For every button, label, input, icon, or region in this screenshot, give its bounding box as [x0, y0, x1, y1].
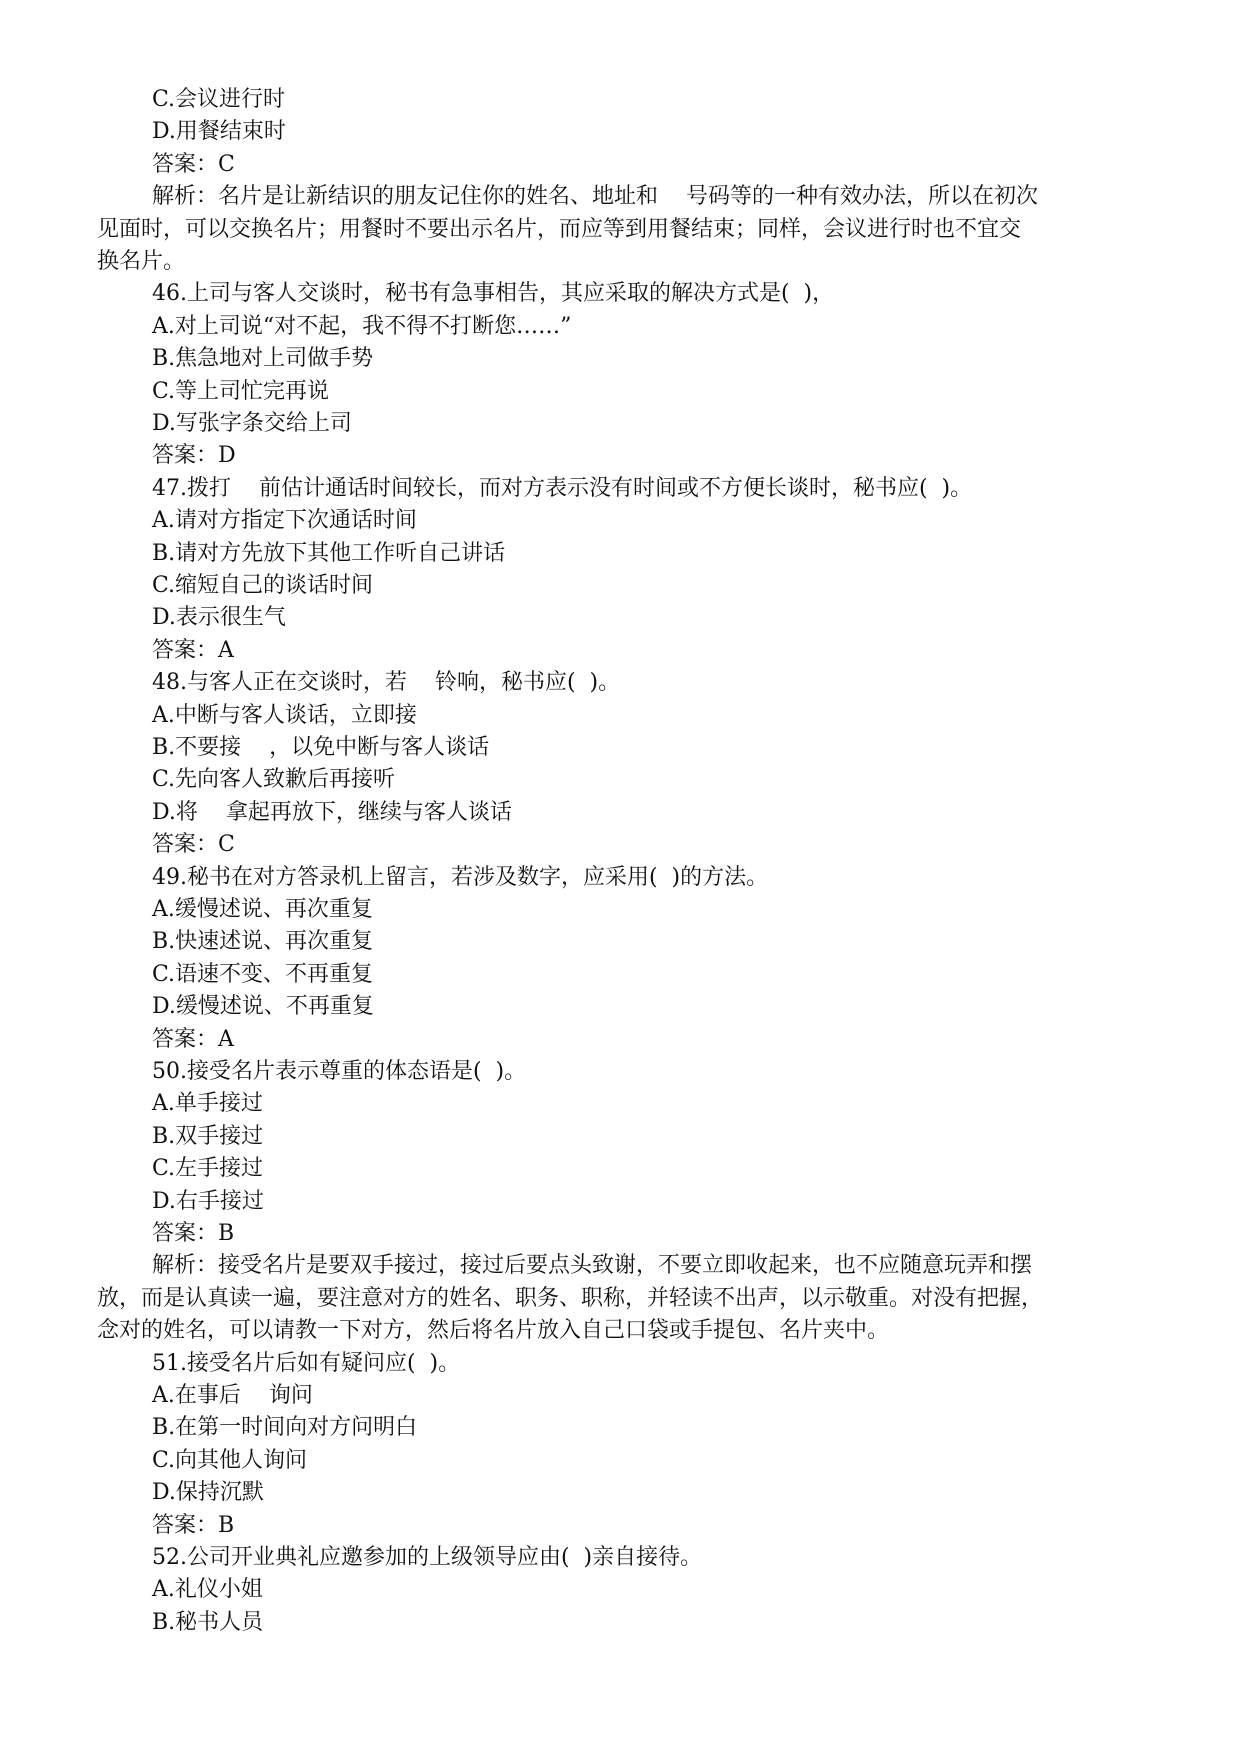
explanation-cont-line: 换名片。 — [97, 249, 186, 274]
option-line: A.单手接过 — [152, 1091, 263, 1117]
question-line: 50.接受名片表示尊重的体态语是( )。 — [152, 1059, 527, 1084]
option-line: D.保持沉默 — [152, 1480, 264, 1506]
option-line: A.中断与客人谈话，立即接 — [152, 702, 417, 728]
question-line: 52.公司开业典礼应邀参加的上级领导应由( )亲自接待。 — [152, 1545, 703, 1570]
option-line: B.在第一时间向对方问明白 — [152, 1415, 418, 1441]
option-line: D.写张字条交给上司 — [152, 411, 352, 436]
answer-line: 答案：A — [152, 637, 234, 663]
option-line: D.缓慢述说、不再重复 — [152, 994, 374, 1020]
answer-line: 答案：B — [152, 1512, 235, 1538]
option-line: C.会议进行时 — [152, 87, 286, 112]
question-line: 51.接受名片后如有疑问应( )。 — [152, 1350, 461, 1376]
option-line: A.对上司说“对不起，我不得不打断您……” — [152, 313, 572, 339]
explanation-cont-line: 放，而是认真读一遍，要注意对方的姓名、职务、职称，并轻读不出声，以示敬重。对没有把握， — [97, 1285, 1044, 1311]
option-line: D.表示很生气 — [152, 605, 286, 631]
answer-line: 答案：A — [152, 1026, 234, 1052]
option-line: C.向其他人询问 — [152, 1447, 308, 1473]
option-line: D.右手接过 — [152, 1188, 264, 1214]
option-line: B.秘书人员 — [152, 1609, 264, 1635]
option-line: B.快速述说、再次重复 — [152, 929, 374, 955]
option-line: B.不要接 ，以免中断与客人谈话 — [152, 735, 490, 760]
question-line: 48.与客人正在交谈时，若 铃响，秘书应( )。 — [152, 670, 621, 696]
option-line: B.请对方先放下其他工作听自己讲话 — [152, 540, 506, 566]
option-line: A.缓慢述说、再次重复 — [152, 897, 373, 922]
option-line: A.在事后 询问 — [152, 1383, 313, 1408]
option-line: C.等上司忙完再说 — [152, 378, 330, 404]
option-line: B.焦急地对上司做手势 — [152, 346, 374, 372]
question-line: 46.上司与客人交谈时，秘书有急事相告，其应采取的解决方式是( )， — [152, 281, 835, 307]
option-line: D.用餐结束时 — [152, 119, 286, 145]
option-line: D.将 拿起再放下，继续与客人谈话 — [152, 799, 512, 825]
option-line: C.缩短自己的谈话时间 — [152, 573, 374, 598]
question-line: 49.秘书在对方答录机上留言，若涉及数字，应采用( )的方法。 — [152, 864, 769, 890]
option-line: C.左手接过 — [152, 1156, 264, 1182]
answer-line: 答案：D — [152, 443, 236, 469]
answer-line: 答案：C — [152, 832, 235, 858]
question-line: 47.拨打 前估计通话时间较长，而对方表示没有时间或不方便长谈时，秘书应( )。 — [152, 475, 973, 501]
explanation-cont-line: 见面时，可以交换名片；用餐时不要出示名片，而应等到用餐结束；同样，会议进行时也不宜交 — [97, 216, 1022, 242]
explanation-cont-line: 念对的姓名，可以请教一下对方，然后将名片放入自己口袋或手提包、名片夹中。 — [97, 1318, 890, 1344]
option-line: A.请对方指定下次通话时间 — [152, 508, 417, 534]
option-line: A.礼仪小姐 — [152, 1577, 263, 1603]
option-line: C.先向客人致歉后再接听 — [152, 767, 396, 793]
option-line: B.双手接过 — [152, 1123, 264, 1149]
answer-line: 答案：B — [152, 1221, 235, 1246]
option-line: C.语速不变、不再重复 — [152, 961, 374, 987]
answer-line: 答案：C — [152, 151, 235, 177]
explanation-line: 解析：名片是让新结识的朋友记住你的姓名、地址和 号码等的一种有效办法，所以在初次 — [152, 184, 1038, 210]
explanation-line: 解析：接受名片是要双手接过，接过后要点头致谢，不要立即收起来，也不应随意玩弄和摆 — [152, 1253, 1033, 1279]
